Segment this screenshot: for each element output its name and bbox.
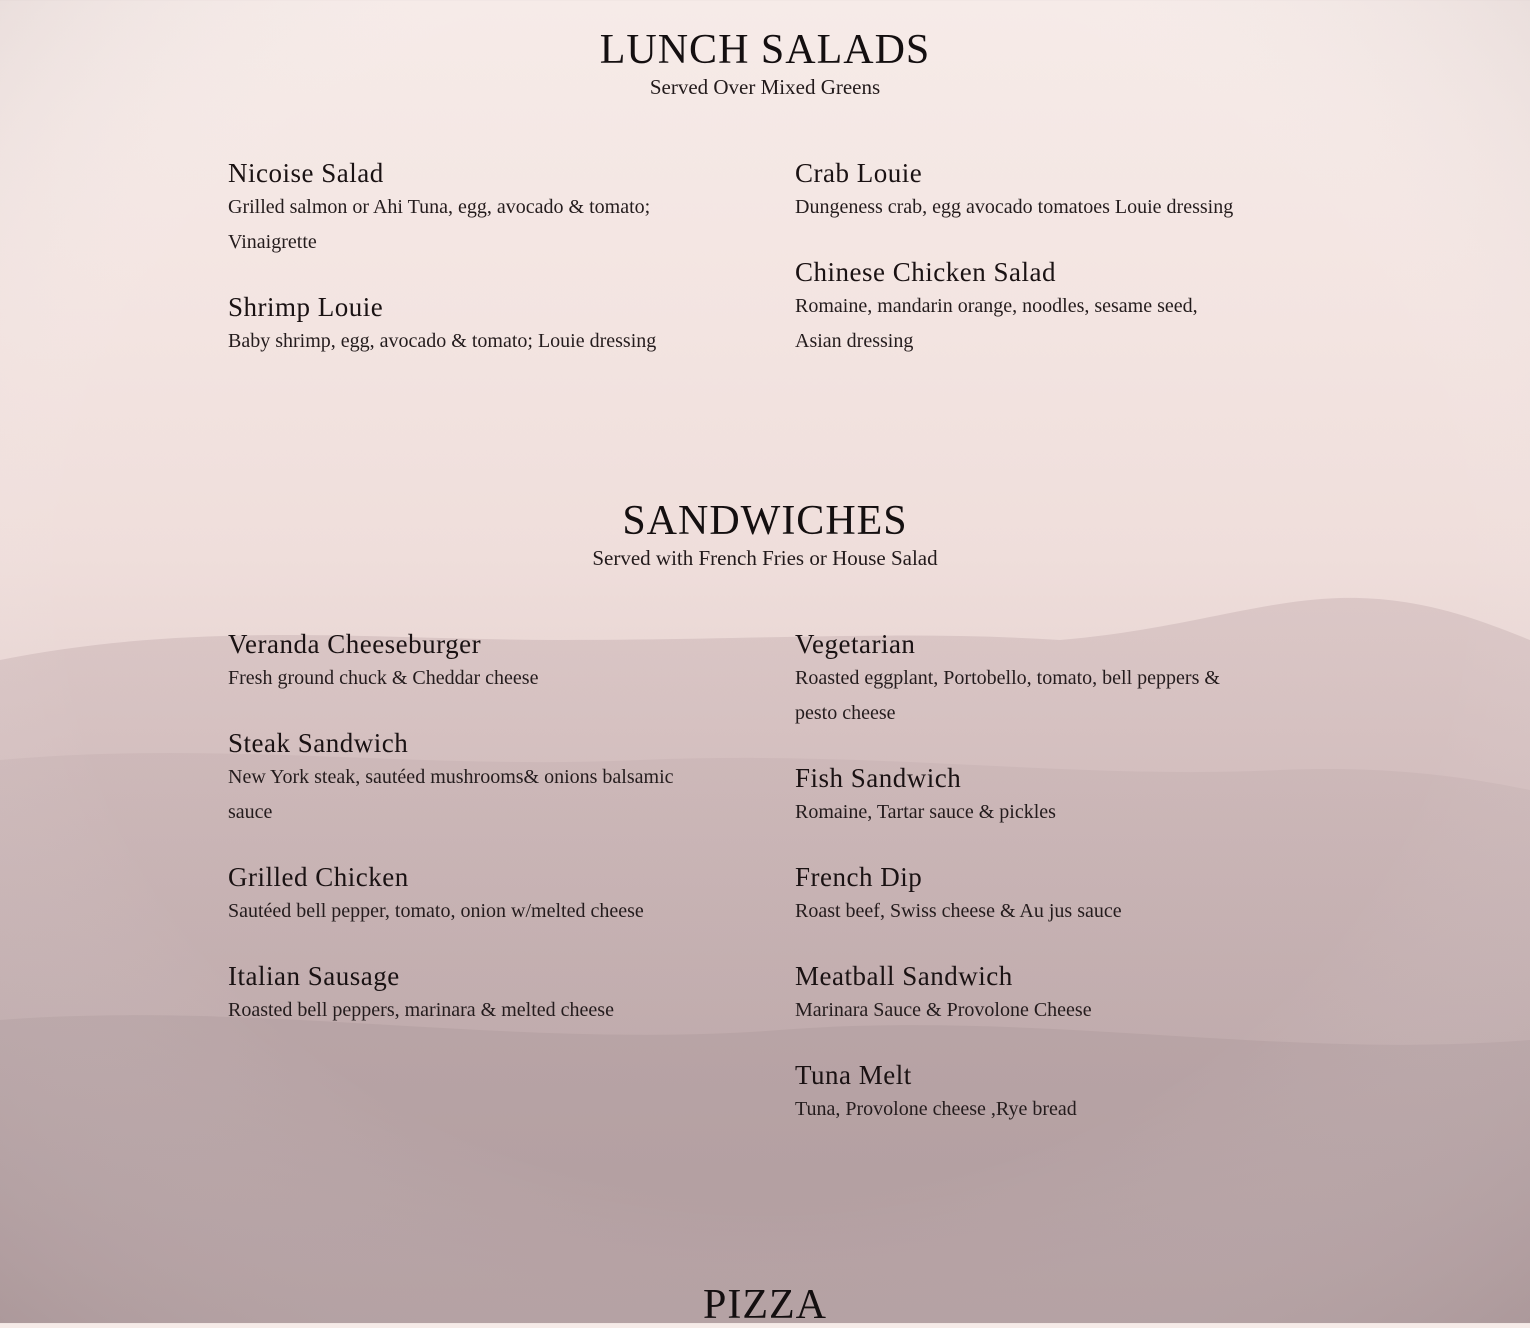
sandwiches-left-column [228,627,678,1058]
item-description: Baby shrimp, egg, avocado & tomato; Louie dressing [228,330,657,352]
item-description: Dungeness crab, egg avocado tomatoes Louie dressing [795,196,1234,218]
section-subtitle: Served Over Mixed Greens [649,75,881,99]
section-subtitle: Served with French Fries or House Salad [592,546,938,570]
menu-item [795,1058,1245,1127]
item-name: Veranda Cheeseburger [228,629,482,659]
section-title: LUNCH SALADS [599,27,931,73]
item-description: Tuna, Provolone cheese ,Rye bread [795,1098,1077,1120]
item-name: Steak Sandwich [228,728,409,758]
item-description: New York steak, sautéed mushrooms& onions balsamic sauce [228,766,674,823]
menu-item [795,627,1245,731]
sandwiches-right-column [795,627,1245,1157]
menu-item [795,255,1245,359]
item-name: Fish Sandwich [795,763,962,793]
section-title: PIZZA [703,1282,827,1328]
menu-item [228,156,678,260]
item-description: Grilled salmon or Ahi Tuna, egg, avocado & tomato; Vinaigrette [228,196,651,253]
item-name: Vegetarian [795,629,916,659]
item-name: Italian Sausage [228,961,400,991]
section-title: SANDWICHES [622,498,908,544]
menu-item [228,959,678,1028]
item-name: French Dip [795,862,923,892]
lunch-salads-left-column [228,156,678,389]
menu-item [228,860,678,929]
item-name: Nicoise Salad [228,158,384,188]
item-description: Roasted bell peppers, marinara & melted cheese [228,999,614,1021]
lunch-salads-header [0,28,1530,100]
pizza-header [0,1283,1530,1327]
item-description: Sautéed bell pepper, tomato, onion w/melted cheese [228,900,644,922]
menu-item [795,761,1245,830]
menu-item [228,627,678,696]
menu-item [795,860,1245,929]
item-description: Roasted eggplant, Portobello, tomato, bell peppers & pesto cheese [795,667,1220,724]
item-description: Romaine, Tartar sauce & pickles [795,801,1056,823]
item-name: Shrimp Louie [228,292,384,322]
item-name: Tuna Melt [795,1060,912,1090]
menu-item [795,959,1245,1028]
item-name: Crab Louie [795,158,923,188]
menu-item [228,726,678,830]
item-description: Roast beef, Swiss cheese & Au jus sauce [795,900,1122,922]
item-description: Marinara Sauce & Provolone Cheese [795,999,1092,1021]
item-name: Chinese Chicken Salad [795,257,1056,287]
item-description: Romaine, mandarin orange, noodles, sesame seed, Asian dressing [795,295,1198,352]
menu-item [228,290,678,359]
item-name: Meatball Sandwich [795,961,1013,991]
lunch-salads-right-column [795,156,1245,389]
item-name: Grilled Chicken [228,862,409,892]
item-description: Fresh ground chuck & Cheddar cheese [228,667,539,689]
sandwiches-header [0,499,1530,571]
menu-item [795,156,1245,225]
